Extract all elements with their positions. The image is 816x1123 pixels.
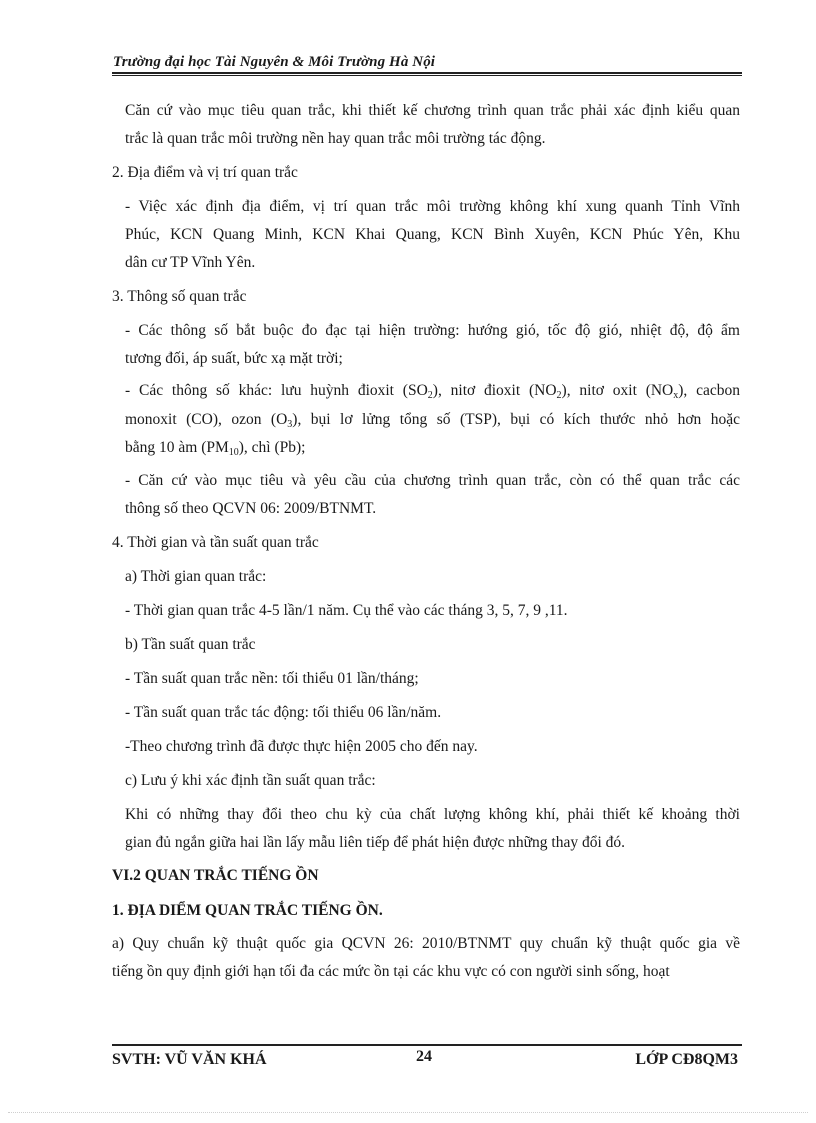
paragraph-line: - Tần suất quan trắc tác động: tối thiểu 06 lần/năm. [125, 704, 442, 721]
paragraph-line: Căn cứ vào mục tiêu quan trắc, khi thiết kế chương trình quan trắc phải xác định kiểu quan [125, 102, 740, 119]
paragraph-line: monoxit (CO), ozon $(O_3)$, bụi lơ lửng tổng số (TSP), bụi có kích thước nhỏ hơn hoặc [125, 411, 740, 430]
paragraph-line: dân cư TP Vĩnh Yên. [125, 254, 256, 271]
header-title: Trường đại học Tài Nguyên & Môi Trường Hà Nội [113, 54, 436, 70]
header-rule [112, 72, 742, 76]
section-heading: 1. ĐỊA DIỂM QUAN TRẮC TIẾNG ỒN. [112, 902, 383, 919]
paragraph-line: - Căn cứ vào mục tiêu và yêu cầu của chương trình quan trắc, còn có thể quan trắc các [125, 472, 740, 489]
paragraph-line: bằng 10 àm $(PM_{10})$, chì (Pb); [125, 439, 306, 458]
footer-rule [112, 1044, 742, 1046]
paragraph-line: a) Quy chuẩn kỹ thuật quốc gia QCVN 26: 2010/BTNMT quy chuẩn kỹ thuật quốc gia về [112, 935, 740, 952]
section-heading: 2. Địa điểm và vị trí quan trắc [112, 164, 298, 181]
paragraph-line: tương đối, áp suất, bức xạ mặt trời; [125, 350, 343, 367]
paragraph-line: - Các thông số bắt buộc đo đạc tại hiện trường: hướng gió, tốc độ gió, nhiệt độ, độ ẩm [125, 322, 740, 339]
paragraph-line: -Theo chương trình đã được thực hiện 2005 cho đến nay. [125, 738, 478, 755]
paragraph-line: - Tần suất quan trắc nền: tối thiểu 01 lần/tháng; [125, 670, 419, 687]
subheading: a) Thời gian quan trắc: [125, 568, 267, 585]
page-edge-dots [8, 1112, 808, 1113]
subheading: c) Lưu ý khi xác định tần suất quan trắc: [125, 772, 376, 789]
paragraph-line: - Các thông số khác: lưu huỳnh đioxit $(SO_2)$, nitơ đioxit $(NO_2)$, nitơ oxit $(NO_x)$, cacbon [125, 382, 740, 401]
paragraph-line: thông số theo QCVN 06: 2009/BTNMT. [125, 500, 377, 517]
paragraph-line: trắc là quan trắc môi trường nền hay quan trắc môi trường tác động. [125, 130, 546, 147]
section-heading: 4. Thời gian và tần suất quan trắc [112, 534, 319, 551]
page-number: 24 [416, 1048, 432, 1065]
chapter-heading: VI.2 QUAN TRẮC TIẾNG ỒN [112, 867, 319, 884]
paragraph-line: - Việc xác định địa điểm, vị trí quan trắc môi trường không khí xung quanh Tỉnh Vĩnh [125, 198, 740, 215]
footer-author: SVTH: VŨ VĂN KHÁ [112, 1051, 267, 1068]
paragraph-line: gian đủ ngắn giữa hai lần lấy mẫu liên tiếp để phát hiện được những thay đổi đó. [125, 834, 626, 851]
paragraph-line: tiếng ồn quy định giới hạn tối đa các mức ồn tại các khu vực có con người sinh sống, hoạt [112, 963, 670, 980]
paragraph-line: Khi có những thay đổi theo chu kỳ của chất lượng không khí, phải thiết kế khoảng thời [125, 806, 740, 823]
footer-class: LỚP CĐ8QM3 [635, 1051, 738, 1068]
section-heading: 3. Thông số quan trắc [112, 288, 247, 305]
subheading: b) Tần suất quan trắc [125, 636, 256, 653]
paragraph-line: - Thời gian quan trắc 4-5 lần/1 năm. Cụ thể vào các tháng 3, 5, 7, 9 ,11. [125, 602, 568, 619]
paragraph-line: Phúc, KCN Quang Minh, KCN Khai Quang, KCN Bình Xuyên, KCN Phúc Yên, Khu [125, 226, 740, 243]
